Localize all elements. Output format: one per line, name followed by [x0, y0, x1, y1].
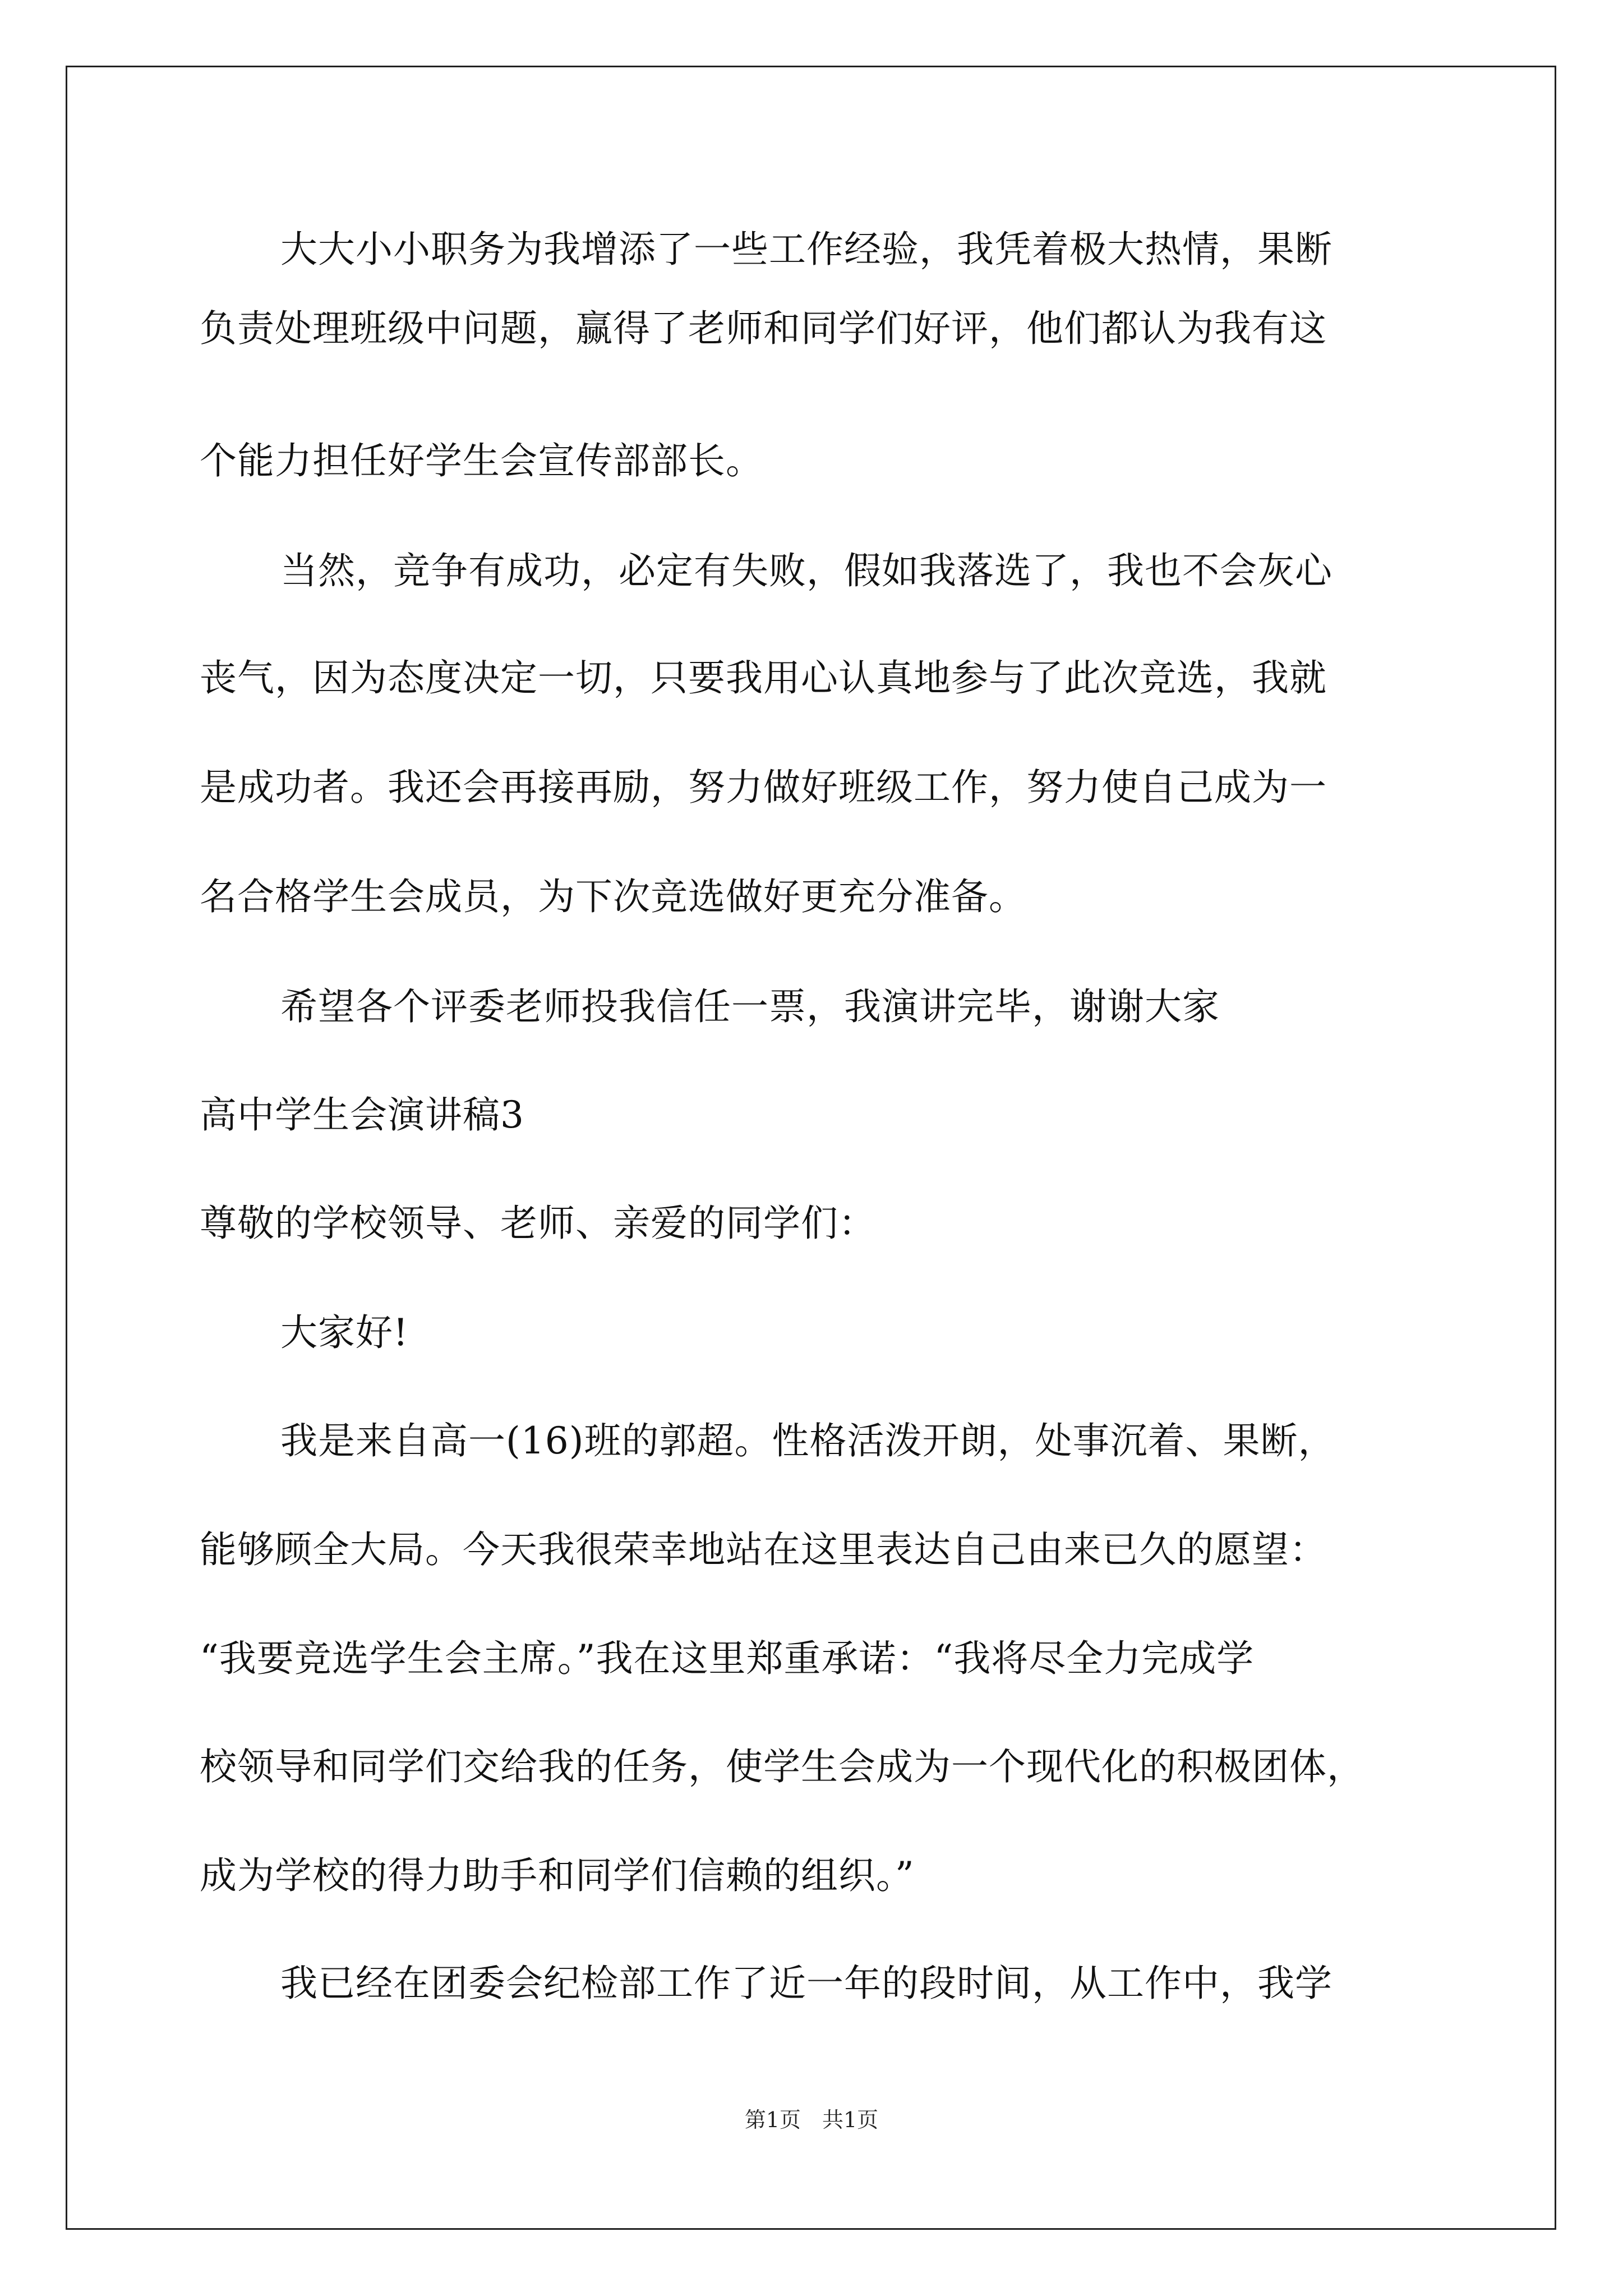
paragraph-line: 个能力担任好学生会宣传部部长。 [200, 439, 763, 482]
paragraph-line: 是成功者。我还会再接再励，努力做好班级工作，努力使自己成为一 [200, 766, 1327, 809]
paragraph-line: “我要竞选学生会主席。”我在这里郑重承诺：“我将尽全力完成学 [200, 1637, 1255, 1680]
paragraph-line: 负责处理班级中问题，赢得了老师和同学们好评，他们都认为我有这 [200, 307, 1327, 350]
greeting: 大家好! [280, 1311, 409, 1354]
paragraph-line: 希望各个评委老师投我信任一票，我演讲完毕，谢谢大家 [280, 985, 1220, 1028]
paragraph-line: 能够顾全大局。今天我很荣幸地站在这里表达自己由来已久的愿望： [200, 1528, 1327, 1571]
paragraph-line: 我已经在团委会纪检部工作了近一年的段时间，从工作中，我学 [280, 1962, 1332, 2005]
section-heading: 高中学生会演讲稿3 [200, 1093, 524, 1137]
paragraph-line: 丧气，因为态度决定一切，只要我用心认真地参与了此次竞选，我就 [200, 656, 1327, 700]
paragraph-line: 成为学校的得力助手和同学们信赖的组织。” [200, 1854, 915, 1897]
paragraph-line: 我是来自高一(16)班的郭超。性格活泼开朗，处事沉着、果断， [280, 1419, 1336, 1462]
paragraph-line: 校领导和同学们交给我的任务，使学生会成为一个现代化的积极团体， [200, 1745, 1364, 1788]
salutation: 尊敬的学校领导、老师、亲爱的同学们： [200, 1202, 876, 1245]
paragraph-line: 大大小小职务为我增添了一些工作经验，我凭着极大热情，果断 [280, 228, 1332, 271]
page-border [66, 66, 1556, 2230]
paragraph-line: 名合格学生会成员，为下次竞选做好更充分准备。 [200, 875, 1026, 918]
page-footer: 第1页 共1页 [744, 2108, 879, 2132]
paragraph-line: 当然，竞争有成功，必定有失败，假如我落选了，我也不会灰心 [280, 549, 1332, 592]
